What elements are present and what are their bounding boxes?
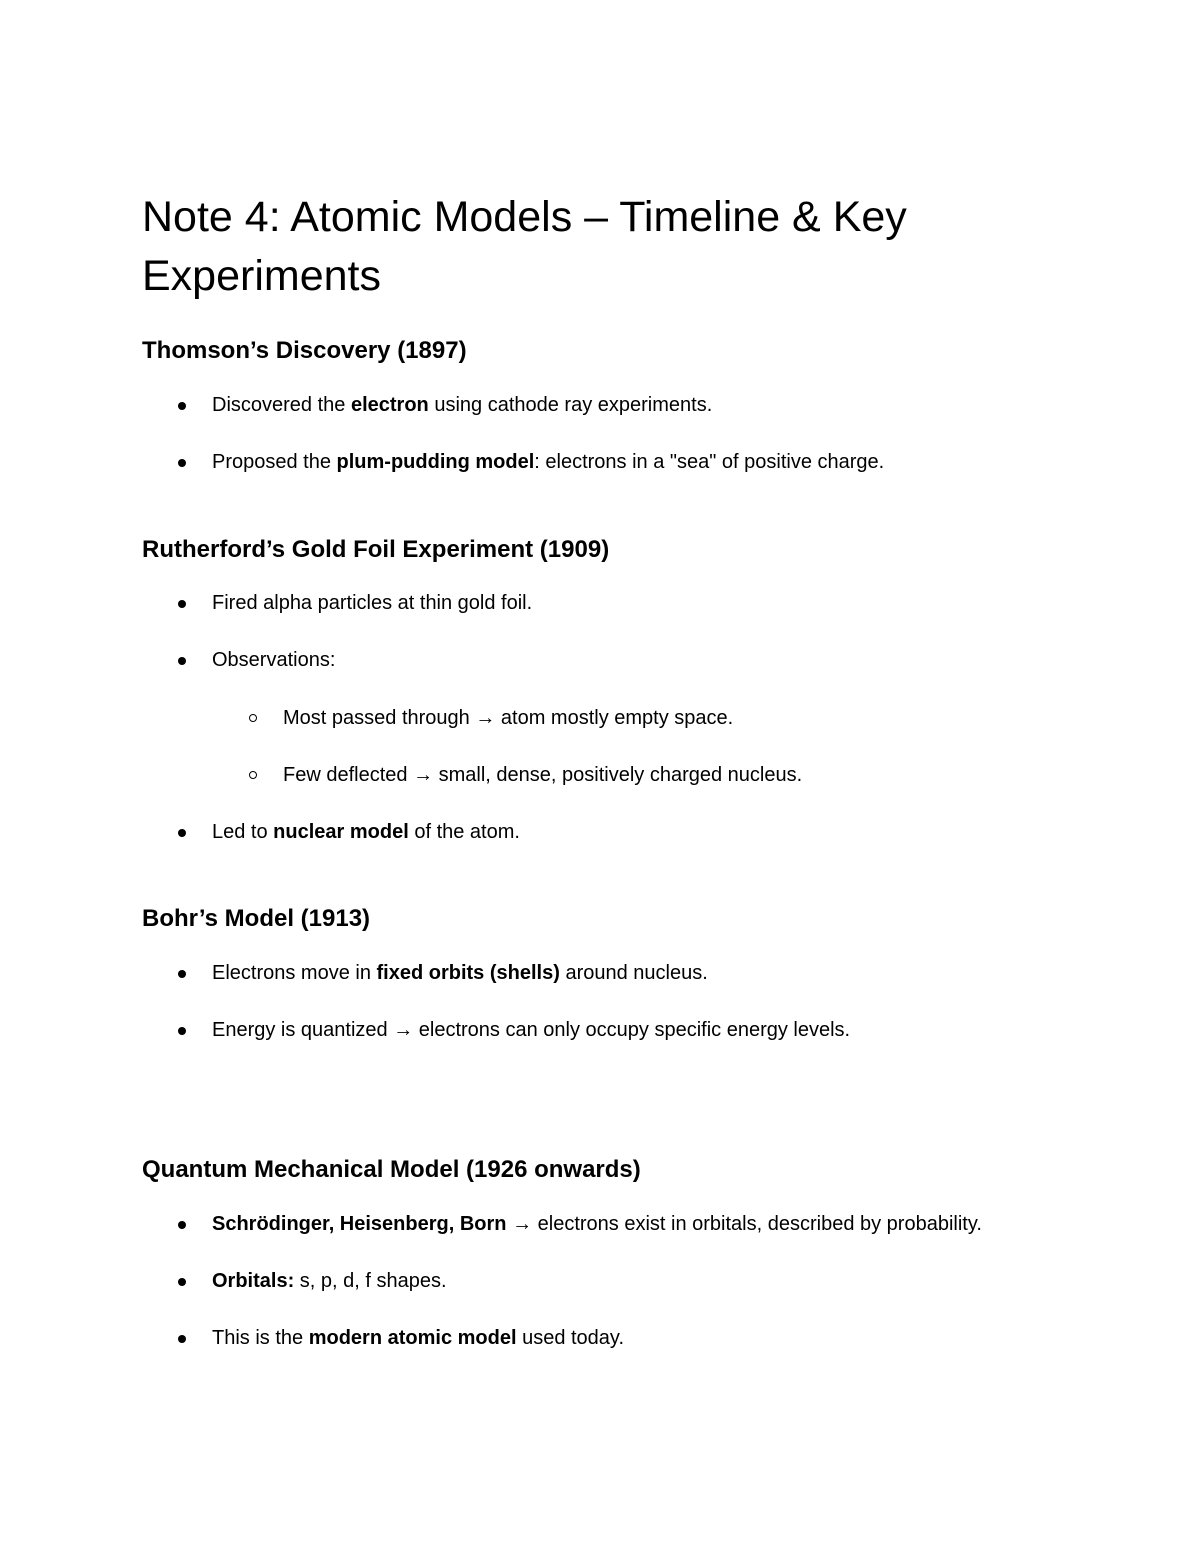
section-heading-rutherford: Rutherford’s Gold Foil Experiment (1909) xyxy=(142,536,610,563)
list-item: Discovered the electron using cathode ray experiments. xyxy=(212,394,713,416)
list-item: Energy is quantized → electrons can only occupy specific energy levels. xyxy=(212,1019,851,1041)
list-item: Proposed the plum-pudding model: electrons in a "sea" of positive charge. xyxy=(212,451,885,473)
bullet-icon xyxy=(178,829,186,837)
list-item: Fired alpha particles at thin gold foil. xyxy=(212,592,533,614)
bullet-icon xyxy=(178,970,186,978)
sub-list-item: Few deflected → small, dense, positively charged nucleus. xyxy=(283,764,803,786)
list-item: Electrons move in fixed orbits (shells) around nucleus. xyxy=(212,962,708,984)
page-title: Note 4: Atomic Models – Timeline & Key Experiments xyxy=(142,193,907,300)
list-item: Orbitals: s, p, d, f shapes. xyxy=(212,1270,447,1292)
list-item: Schrödinger, Heisenberg, Born → electrons exist in orbitals, described by probability. xyxy=(212,1213,982,1235)
bullet-icon xyxy=(178,1335,186,1343)
list-item: This is the modern atomic model used today. xyxy=(212,1327,624,1349)
bullet-icon xyxy=(178,1221,186,1229)
sub-list-item: Most passed through → atom mostly empty space. xyxy=(283,707,734,729)
section-heading-bohr: Bohr’s Model (1913) xyxy=(142,905,371,932)
hollow-bullet-icon xyxy=(249,714,257,722)
bullet-icon xyxy=(178,600,186,608)
list-item: Observations: xyxy=(212,649,336,671)
section-heading-thomson: Thomson’s Discovery (1897) xyxy=(142,337,467,364)
bullet-icon xyxy=(178,1278,186,1286)
bullet-icon xyxy=(178,459,186,467)
hollow-bullet-icon xyxy=(249,771,257,779)
list-item: Led to nuclear model of the atom. xyxy=(212,821,520,843)
section-heading-quantum: Quantum Mechanical Model (1926 onwards) xyxy=(142,1156,641,1183)
bullet-icon xyxy=(178,402,186,410)
bullet-icon xyxy=(178,1027,186,1035)
bullet-icon xyxy=(178,657,186,665)
